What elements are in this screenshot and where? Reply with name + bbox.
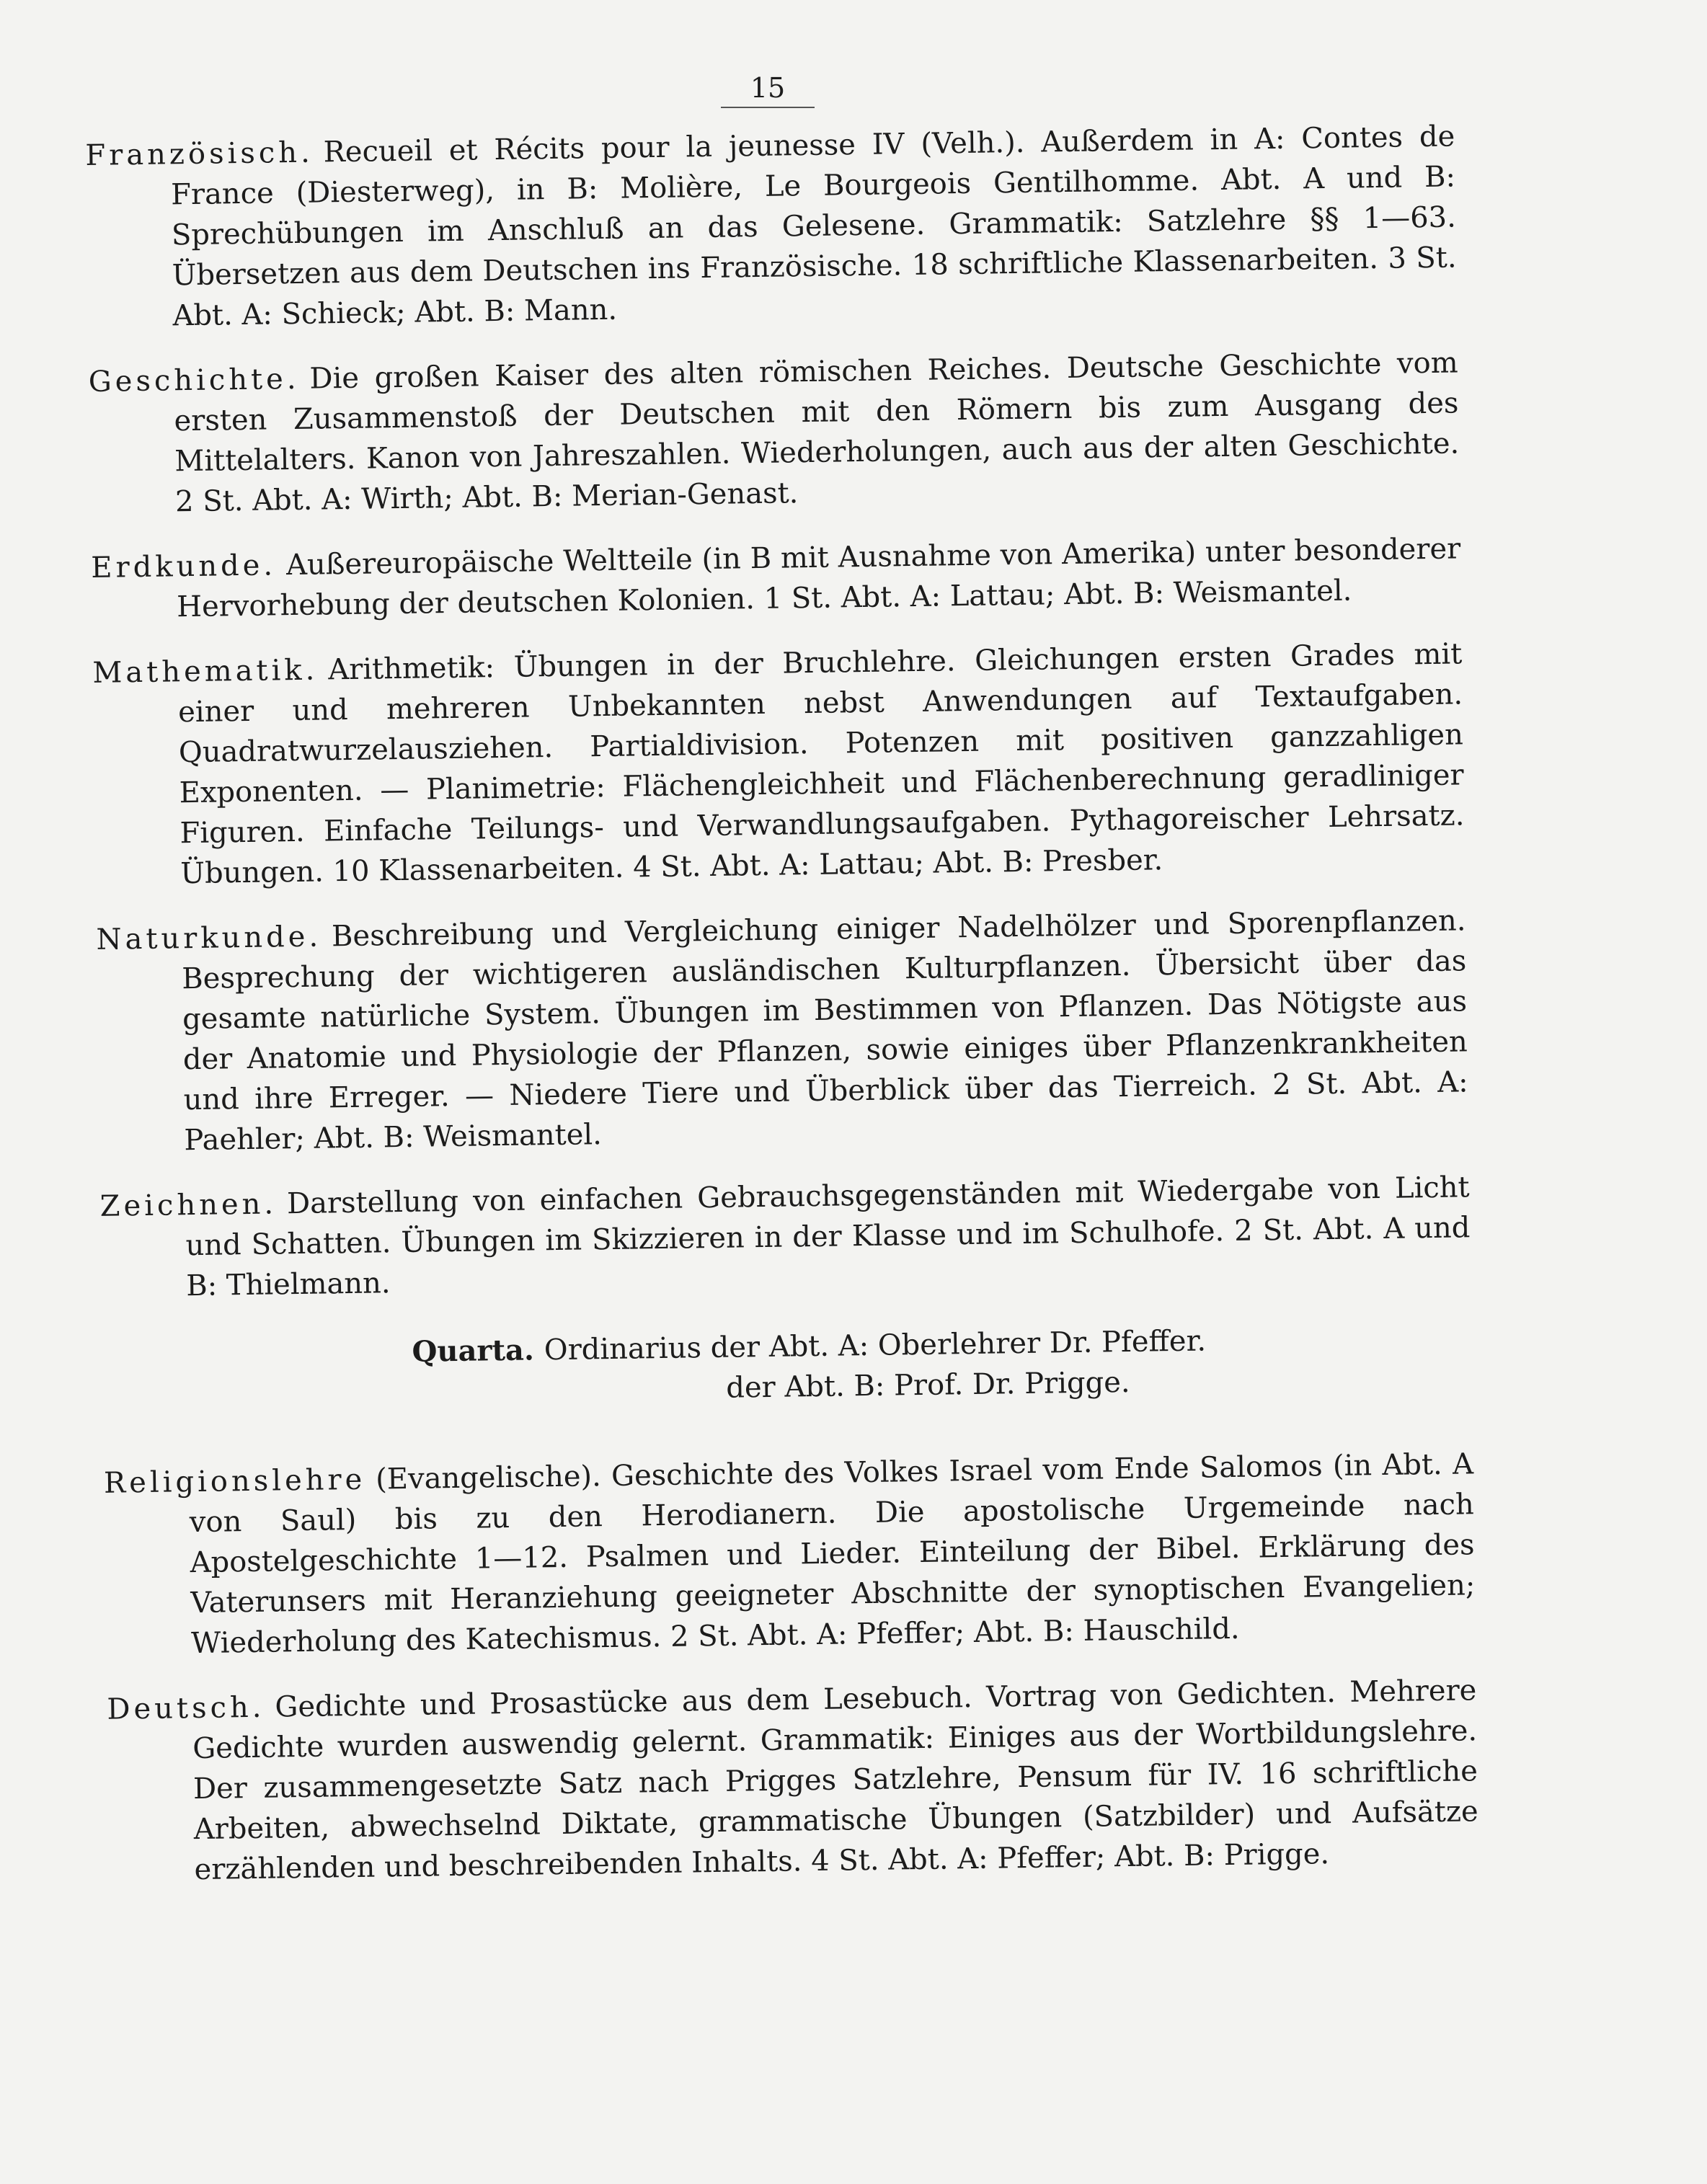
class-title: Quarta.	[412, 1333, 535, 1369]
subject-heading: Mathematik.	[92, 653, 319, 690]
subject-heading: Religionslehre	[103, 1462, 366, 1500]
section-deutsch	[107, 1670, 1479, 1891]
ordinarius-line-b: der Abt. B: Prof. Dr. Prigge.	[726, 1365, 1130, 1405]
subject-heading: Zeichnen.	[99, 1187, 278, 1223]
section-naturkunde	[96, 900, 1469, 1161]
section-erdkunde	[91, 528, 1461, 629]
subject-heading: Deutsch.	[107, 1690, 265, 1726]
section-text: Recueil et Récits pour la jeunesse IV (Velh.). Außerdem in A: Contes de France (Diesterweg), in B: Molière, Le Bourgeois Gentilhomme. Abt. A und B: Sprechübungen im Anschluß an das Gelesene. Grammatik: Satzlehre §§ 1—63. Übersetzen aus dem Deutschen ins Französische. 18 schriftliche Klassenarbeiten. 3 St. Abt. A: Schieck; Abt. B: Mann.	[170, 120, 1457, 333]
page-number: 15	[721, 72, 815, 108]
section-text: Gedichte und Prosastücke aus dem Lesebuch. Vortrag von Gedichten. Mehrere Gedichte wurden auswendig gelernt. Grammatik: Einiges aus der Wortbildungslehre. Der zusammengesetzte Satz nach Prigges Satzlehre, Pensum für IV. 16 schriftliche Arbeiten, abwechselnd Diktate, grammatische Übungen (Satzbilder) und Aufsätze erzählenden und beschreibenden Inhalts. 4 St. Abt. A: Pfeffer; Abt. B: Prigge.	[192, 1674, 1478, 1887]
section-text: Außereuropäische Weltteile (in B mit Ausnahme von Amerika) unter besonderer Hervorhebung der deutschen Kolonien. 1 St. Abt. A: Lattau; Abt. B: Weismantel.	[176, 532, 1461, 624]
subject-heading: Geschichte.	[88, 362, 300, 399]
section-text: Beschreibung und Vergleichung einiger Nadelhölzer und Sporenpflanzen. Besprechung der wichtigeren ausländischen Kulturpflanzen. Übersicht über das gesamte natürliche System. Übungen im Bestimmen von Pflanzen. Das Nötigste aus der Anatomie und Physiologie der Pflanzen, sowie einiges über Pflanzenkrankheiten und ihre Erreger. — Niedere Tiere und Überblick über das Tierreich. 2 St. Abt. A: Paehler; Abt. B: Weismantel.	[182, 904, 1468, 1158]
subject-heading: Naturkunde.	[96, 920, 322, 956]
subject-heading: Erdkunde.	[91, 549, 277, 585]
section-religionslehre	[104, 1444, 1476, 1665]
section-text: Darstellung von einfachen Gebrauchsgegenständen mit Wiedergabe von Licht und Schatten. Übungen im Skizzieren in der Klasse und im Schulhofe. 2 St. Abt. A und B: Thielmann.	[185, 1171, 1471, 1303]
section-zeichnen	[99, 1167, 1471, 1308]
section-text: Arithmetik: Übungen in der Bruchlehre. Gleichungen ersten Grades mit einer und mehreren Unbekannten nebst Anwendungen auf Textaufgaben. Quadratwurzelausziehen. Partialdivision. Potenzen mit positiven ganzzahligen Exponenten. — Planimetrie: Flächengleichheit und Flächenberechnung geradliniger Figuren. Einfache Teilungs- und Verwandlungsaufgaben. Pythagoreischer Lehrsatz. Übungen. 10 Klassenarbeiten. 4 St. Abt. A: Lattau; Abt. B: Presber.	[177, 637, 1465, 891]
section-text: (Evangelische). Geschichte des Volkes Israel vom Ende Salomos (in Abt. A von Saul) bis zu den Herodianern. Die apostolische Urgemeinde nach Apostelgeschichte 1—12. Psalmen und Lieder. Einteilung der Bibel. Erklärung des Vaterunsers mit Heranziehung geeigneter Abschnitte der synoptischen Evangelien; Wiederholung des Katechismus. 2 St. Abt. A: Pfeffer; Abt. B: Hauschild.	[189, 1447, 1476, 1661]
section-geschichte	[88, 342, 1460, 523]
section-franzoesisch	[85, 116, 1458, 337]
ordinarius-line-a: Ordinarius der Abt. A: Oberlehrer Dr. Pfeffer.	[544, 1324, 1207, 1367]
subject-heading: Französisch.	[85, 136, 314, 172]
class-heading-quarta	[102, 1317, 1472, 1417]
page-content	[85, 116, 1479, 1915]
section-text: Die großen Kaiser des alten römischen Reiches. Deutsche Geschichte vom ersten Zusammenstoß der Deutschen mit den Römern bis zum Ausgang des Mittelalters. Kanon von Jahreszahlen. Wiederholungen, auch aus der alten Geschichte. 2 St. Abt. A: Wirth; Abt. B: Merian-Genast.	[174, 346, 1460, 519]
section-mathematik	[92, 634, 1466, 895]
